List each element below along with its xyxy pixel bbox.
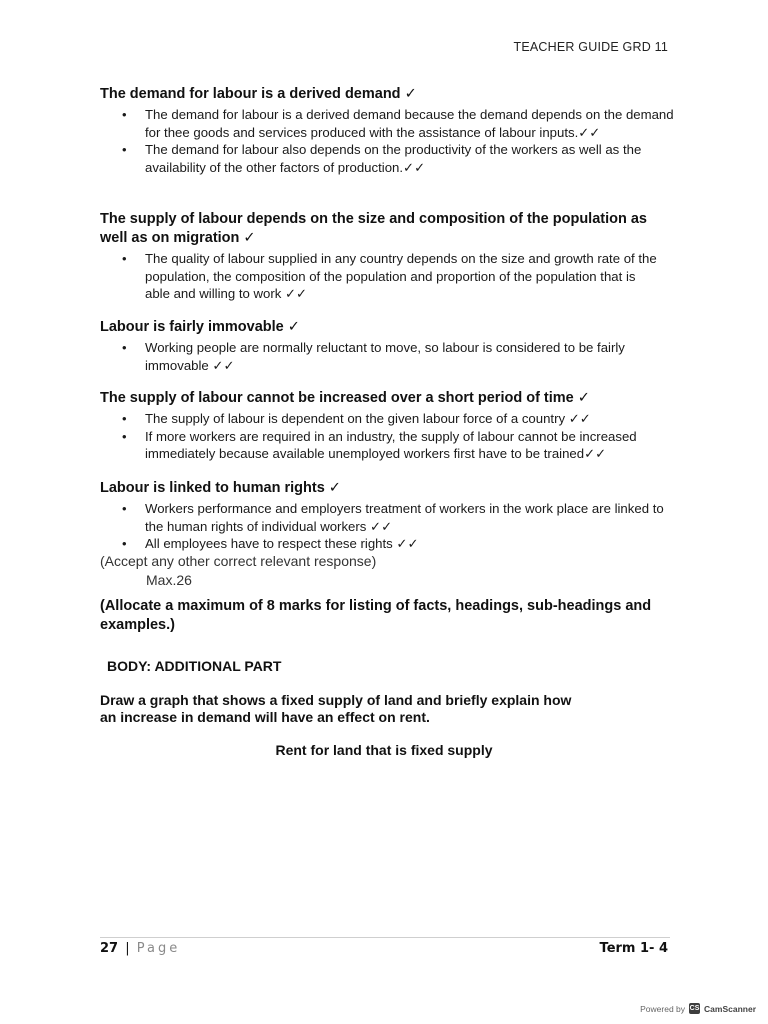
section-supply-population bbox=[100, 210, 660, 303]
list-item: • If more workers are required in an industry, the supply of labour cannot be increased immediately because available unemployed workers first have to be trained✓✓ bbox=[145, 428, 680, 463]
body-heading: BODY: ADDITIONAL PART bbox=[107, 658, 282, 674]
section-derived-demand bbox=[100, 85, 680, 176]
scanner-watermark bbox=[640, 1003, 756, 1014]
page-separator: | bbox=[125, 941, 130, 956]
section-heading: Labour is linked to human rights ✓ bbox=[100, 480, 341, 496]
page-number bbox=[100, 941, 180, 956]
question-text: Draw a graph that shows a fixed supply of land and briefly explain how an increase in demand will have an effect on rent. bbox=[100, 692, 572, 725]
footer-divider bbox=[100, 937, 670, 938]
list-item: • The demand for labour is a derived demand because the demand depends on the demand for thee goods and services produced with the assistance of labour inputs.✓✓ bbox=[145, 106, 680, 141]
page-number-value: 27 bbox=[100, 941, 119, 956]
bullet-list bbox=[100, 106, 680, 176]
page-label: Page bbox=[136, 941, 181, 956]
bullet-list bbox=[100, 500, 680, 553]
page-header: TEACHER GUIDE GRD 11 bbox=[513, 40, 668, 54]
list-item: • Working people are normally reluctant to move, so labour is considered to be fairly immovable ✓✓ bbox=[145, 339, 680, 374]
bullet-list bbox=[100, 339, 680, 374]
list-item: • Workers performance and employers treatment of workers in the work place are linked to the human rights of individual workers ✓✓ bbox=[145, 500, 680, 535]
camscanner-logo-icon: CS bbox=[689, 1005, 700, 1012]
powered-by-text: Powered by bbox=[640, 1003, 686, 1014]
allocation-note: (Allocate a maximum of 8 marks for listing of facts, headings, sub-headings and examples.) bbox=[100, 598, 652, 633]
section-human-rights bbox=[100, 479, 680, 553]
section-heading: The demand for labour is a derived demand ✓ bbox=[100, 86, 417, 102]
bullet-list bbox=[100, 250, 660, 303]
camscanner-brand: CamScanner bbox=[704, 1003, 756, 1014]
term-label: Term 1- 4 bbox=[599, 941, 668, 956]
list-item: • The quality of labour supplied in any country depends on the size and growth rate of the population, the composition of the population and proportion of the population that is able and willing to work ✓✓ bbox=[145, 250, 660, 303]
list-item: • The demand for labour also depends on the productivity of the workers as well as the availability of the other factors of production.✓✓ bbox=[145, 141, 680, 176]
section-short-period bbox=[100, 389, 680, 463]
section-heading: The supply of labour cannot be increased over a short period of time ✓ bbox=[100, 390, 590, 406]
list-item: • All employees have to respect these rights ✓✓ bbox=[145, 535, 680, 553]
max-marks: Max.26 bbox=[146, 572, 192, 588]
bullet-list bbox=[100, 410, 680, 463]
accept-note: (Accept any other correct relevant response) bbox=[100, 553, 377, 569]
list-item: • The supply of labour is dependent on the given labour force of a country ✓✓ bbox=[145, 410, 680, 428]
section-immovable bbox=[100, 318, 680, 374]
section-heading: The supply of labour depends on the size and composition of the population as well as on migration ✓ bbox=[100, 211, 647, 246]
graph-title: Rent for land that is fixed supply bbox=[275, 742, 493, 758]
section-heading: Labour is fairly immovable ✓ bbox=[100, 319, 300, 335]
